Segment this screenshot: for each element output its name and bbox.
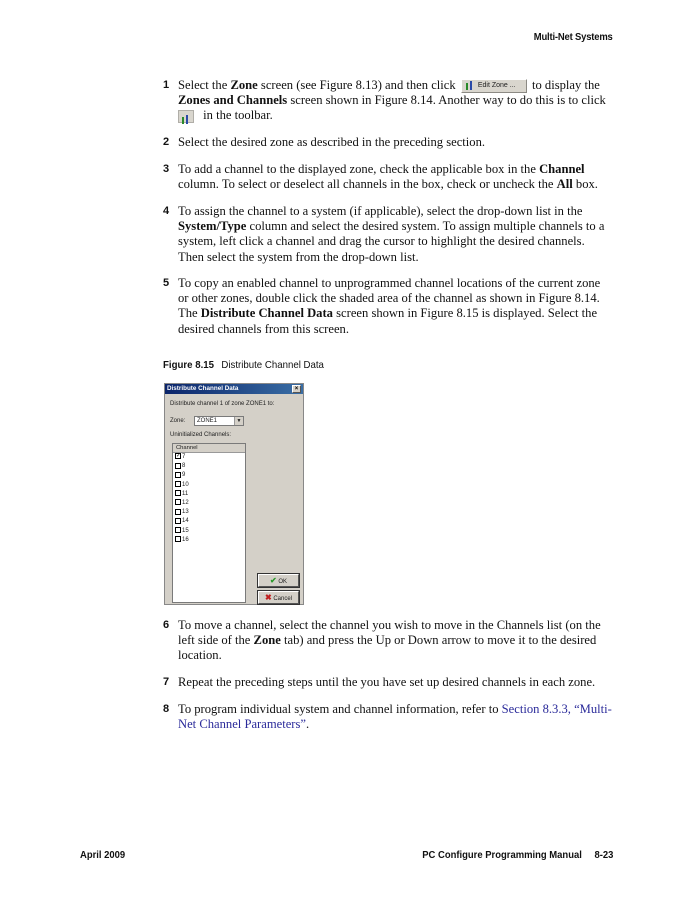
checkbox-icon[interactable] (175, 481, 181, 487)
channel-row[interactable] (173, 508, 245, 517)
zone-value: ZONE1 (197, 418, 218, 424)
step-text (178, 204, 613, 265)
text: tab) and press the Up or Down arrow to move it to the desired location. (178, 633, 597, 663)
step-7 (163, 675, 613, 690)
figure-label: Figure 8.15 (163, 359, 215, 371)
bold-text: Zones and Channels (178, 93, 288, 108)
step-2 (163, 135, 613, 150)
channel-row[interactable] (173, 490, 245, 499)
step-4 (163, 204, 613, 265)
toolbar-edit-zone-icon (178, 110, 194, 123)
step-text (178, 78, 613, 124)
step-6 (163, 618, 613, 664)
manual-title: PC Configure Programming Manual (421, 849, 582, 861)
channel-row[interactable] (173, 453, 245, 462)
text: To program individual system and channel information, refer to (178, 702, 502, 716)
uninitialized-channels-label: Uninitialized Channels: (170, 432, 232, 438)
text: screen shown in Figure 8.15 is displayed. Select the desired channels from this screen. (178, 306, 598, 336)
zone-select[interactable] (194, 416, 244, 426)
channel-label: 15 (182, 527, 189, 534)
check-icon: ✔ (269, 576, 277, 585)
channel-row[interactable] (173, 462, 245, 471)
ok-label: OK (278, 579, 288, 585)
step-number: 5 (163, 277, 170, 289)
section-link[interactable]: Section 8.3.3, “Multi-Net Channel Parameters” (178, 702, 612, 732)
step-text: Repeat the preceding steps until the you have set up desired channels in each zone. (178, 675, 596, 689)
text: column. To select or deselect all channels in the box, check or uncheck the (178, 177, 557, 192)
channel-row[interactable] (173, 536, 245, 545)
channel-row[interactable] (173, 471, 245, 480)
channel-label: 11 (182, 490, 189, 497)
step-number: 3 (163, 163, 170, 175)
channel-column-header[interactable]: Channel (173, 444, 245, 453)
checkbox-icon[interactable] (175, 509, 181, 515)
step-5 (163, 276, 613, 337)
channel-row[interactable] (173, 527, 245, 536)
text: To add a channel to the displayed zone, check the applicable box in the (178, 162, 540, 176)
channel-list[interactable] (172, 443, 246, 603)
chevron-down-icon[interactable]: ▼ (234, 417, 243, 425)
x-icon: ✖ (264, 593, 272, 602)
channel-label: 12 (182, 499, 189, 506)
checkbox-icon[interactable] (175, 518, 181, 524)
step-3 (163, 162, 613, 192)
bold-text: System/Type (178, 219, 247, 234)
step-number: 7 (163, 676, 170, 688)
close-icon[interactable]: × (292, 385, 301, 393)
step-text (178, 702, 613, 732)
channel-row[interactable] (173, 517, 245, 526)
text: in the toolbar. (200, 108, 273, 123)
text: screen shown in Figure 8.14. Another way to do this is to click (287, 93, 606, 108)
figure-title: Distribute Channel Data (221, 359, 324, 371)
text: screen (see Figure 8.13) and then click (257, 78, 459, 92)
channel-rows (173, 453, 245, 545)
edit-zone-button-image (461, 79, 527, 93)
channel-row[interactable] (173, 481, 245, 490)
step-8 (163, 702, 613, 732)
button-label: Edit Zone ... (477, 82, 516, 90)
text: To move a channel, select the channel you wish to move in the Channels list (on the left side of the (178, 618, 601, 648)
cancel-button[interactable] (258, 591, 299, 604)
dialog-title-bar (165, 384, 303, 394)
ok-button[interactable] (258, 574, 299, 587)
checkbox-icon[interactable] (175, 499, 181, 505)
edit-zone-icon (181, 115, 191, 124)
text: box. (572, 177, 598, 192)
dialog-message: Distribute channel 1 of zone ZONE1 to: (170, 401, 275, 407)
checkbox-icon[interactable] (175, 472, 181, 478)
channel-label: 9 (182, 472, 186, 479)
channel-label: 13 (182, 509, 189, 516)
step-number: 6 (163, 619, 170, 631)
checkbox-icon[interactable] (175, 490, 181, 496)
channel-label: 8 (182, 463, 186, 470)
step-number: 4 (163, 205, 170, 217)
text: To copy an enabled channel to unprogrammed channel locations of the current zone or other zones, double click the shaded area of the channel as shown in Figure 8.14. The (178, 276, 601, 321)
step-text: Select the desired zone as described in the preceding section. (178, 135, 486, 149)
channel-label: 16 (182, 536, 189, 543)
checkbox-icon[interactable] (175, 527, 181, 533)
cancel-label: Cancel (273, 596, 293, 602)
bold-text: Zone (253, 633, 281, 648)
text: Select the (178, 78, 231, 92)
checkbox-icon[interactable] (175, 536, 181, 542)
footer-right (422, 849, 613, 861)
channel-row[interactable] (173, 499, 245, 508)
edit-zone-icon (465, 81, 475, 90)
text: To assign the channel to a system (if applicable), select the drop-down list in the (178, 204, 583, 218)
text: . (306, 717, 310, 732)
dialog-title: Distribute Channel Data (167, 385, 239, 392)
checkbox-icon[interactable] (175, 463, 181, 469)
channel-label: 14 (182, 518, 189, 525)
step-number: 8 (163, 703, 170, 715)
footer-date: April 2009 (80, 849, 126, 861)
channel-label: 7 (182, 454, 186, 460)
bold-text: All (556, 177, 573, 192)
step-1 (163, 78, 613, 124)
running-header: Multi-Net Systems (534, 31, 613, 43)
page-number: 8-23 (594, 849, 613, 861)
bold-text: Channel (539, 162, 585, 176)
step-text (178, 618, 613, 664)
figure-caption (163, 359, 324, 371)
bold-text: Distribute Channel Data (200, 306, 333, 321)
step-number: 1 (163, 79, 170, 91)
channel-label: 10 (182, 481, 189, 488)
step-text (178, 276, 613, 337)
text: column and select the desired system. To assign multiple channels to a system, left click a channel and drag the cursor to highlight the desired channels. Then select the system from the drop-down list. (178, 219, 605, 264)
checked-checkbox-icon[interactable]: ✓ (176, 453, 182, 460)
zone-label: Zone: (170, 418, 186, 424)
step-text (178, 162, 613, 192)
distribute-channel-dialog (164, 383, 304, 605)
step-number: 2 (163, 136, 170, 148)
bold-text: Zone (230, 78, 258, 92)
text: to display the (528, 78, 600, 92)
